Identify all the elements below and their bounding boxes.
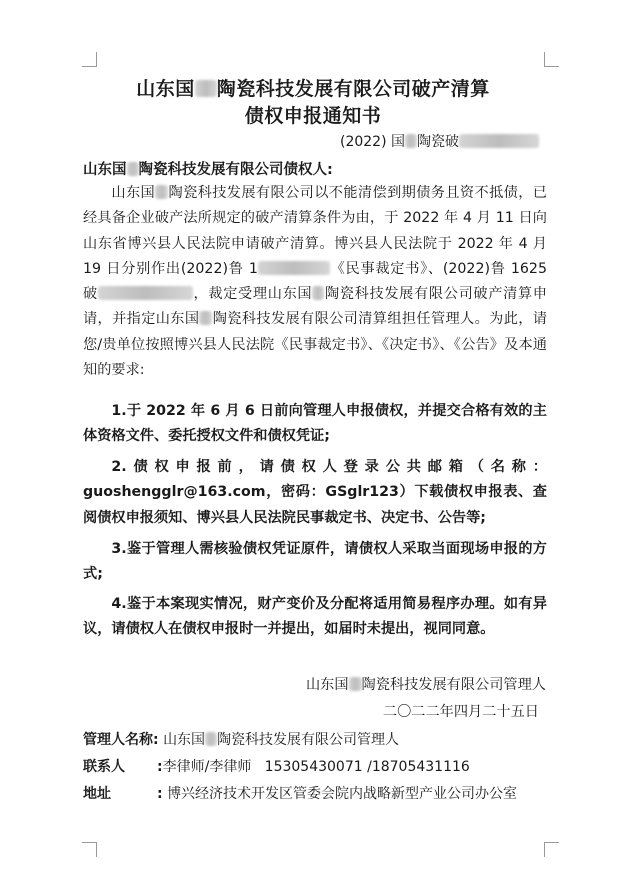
redacted-text xyxy=(405,134,417,148)
contact-person: 联系人 :李律师/李律师 15305430071 /18705431116 xyxy=(83,756,470,776)
crop-mark-top-left xyxy=(82,52,97,67)
requirement-item-1: 1.于 2022 年 6 月 6 日前向管理人申报债权，并提交合格有效的主体资格文件、委托授权文件和债权凭证; xyxy=(83,403,547,445)
contact-manager-name: 管理人名称: 山东国 陶瓷科技发展有限公司管理人 xyxy=(83,729,399,749)
redacted-text xyxy=(98,286,193,300)
body-paragraph: 山东国 陶瓷科技发展有限公司以不能清偿到期债务且资不抵债，已经具备企业破产法所规定的破产清算条件为由，于 2022 年 4 月 11 日向山东省博兴县人民法院申请破产清算。博兴县人民法院于 2022 年 4 月 19 日分别作出(2022)鲁 1 《民事裁定书》、(2022)鲁 1625 破 ，裁定受理山东国 陶瓷科技发展有限公司破产清算申请，并指定山东国 陶瓷科技发展有限公司清算组担任管理人。为此，请您/贵单位按照博兴县人民法院《民事裁定书》、《决定书》、《公告》及本通知的要求: xyxy=(83,185,547,379)
manager-name-label: 管理人名称: xyxy=(83,732,159,748)
redacted-text xyxy=(349,677,362,691)
contact-address: 地址 : 博兴经济技术开发区管委会院内战略新型产业公司办公室 xyxy=(83,783,517,803)
crop-mark-top-right xyxy=(544,52,559,67)
address-value: 博兴经济技术开发区管委会院内战略新型产业公司办公室 xyxy=(167,786,518,802)
crop-mark-bottom-right xyxy=(544,842,559,857)
document-title-line2: 债权申报通知书 xyxy=(244,105,382,127)
requirement-item-3: 3.鉴于管理人需核验债权凭证原件，请债权人采取当面现场申报的方式; xyxy=(83,541,547,583)
redacted-text xyxy=(195,80,217,97)
redacted-text xyxy=(459,134,539,148)
contact-person-label: 联系人 xyxy=(83,759,125,775)
crop-mark-bottom-left xyxy=(82,842,97,857)
document-title-line1: 山东国 陶瓷科技发展有限公司破产清算 xyxy=(136,78,490,100)
redacted-text xyxy=(155,185,168,199)
redacted-text xyxy=(258,261,330,275)
requirement-item-4: 4.鉴于本案现实情况，财产变价及分配将适用简易程序办理。如有异议，请债权人在债权申报时一并提出，如届时未提出，视同同意。 xyxy=(83,596,547,638)
signature-organization: 山东国 陶瓷科技发展有限公司管理人 xyxy=(305,677,546,693)
redacted-text xyxy=(127,162,139,176)
address-label: 地址 xyxy=(83,786,111,802)
contact-person-value: 李律师/李律师 15305430071 /18705431116 xyxy=(162,759,470,775)
requirement-item-2: 2.债权申报前，请债权人登录公共邮箱（名称：guoshengglr@163.com，密码：GSglr123）下载债权申报表、查阅债权申报须知、博兴县人民法院民事裁定书、决定书、公告等; xyxy=(83,459,547,526)
signature-date: 二〇二二年四月二十五日 xyxy=(382,704,539,720)
case-number: (2022) 国 陶瓷破 xyxy=(340,131,539,151)
redacted-text xyxy=(199,311,212,325)
redacted-text xyxy=(312,286,324,300)
addressee: 山东国 陶瓷科技发展有限公司债权人: xyxy=(83,162,333,178)
redacted-text xyxy=(205,732,217,746)
